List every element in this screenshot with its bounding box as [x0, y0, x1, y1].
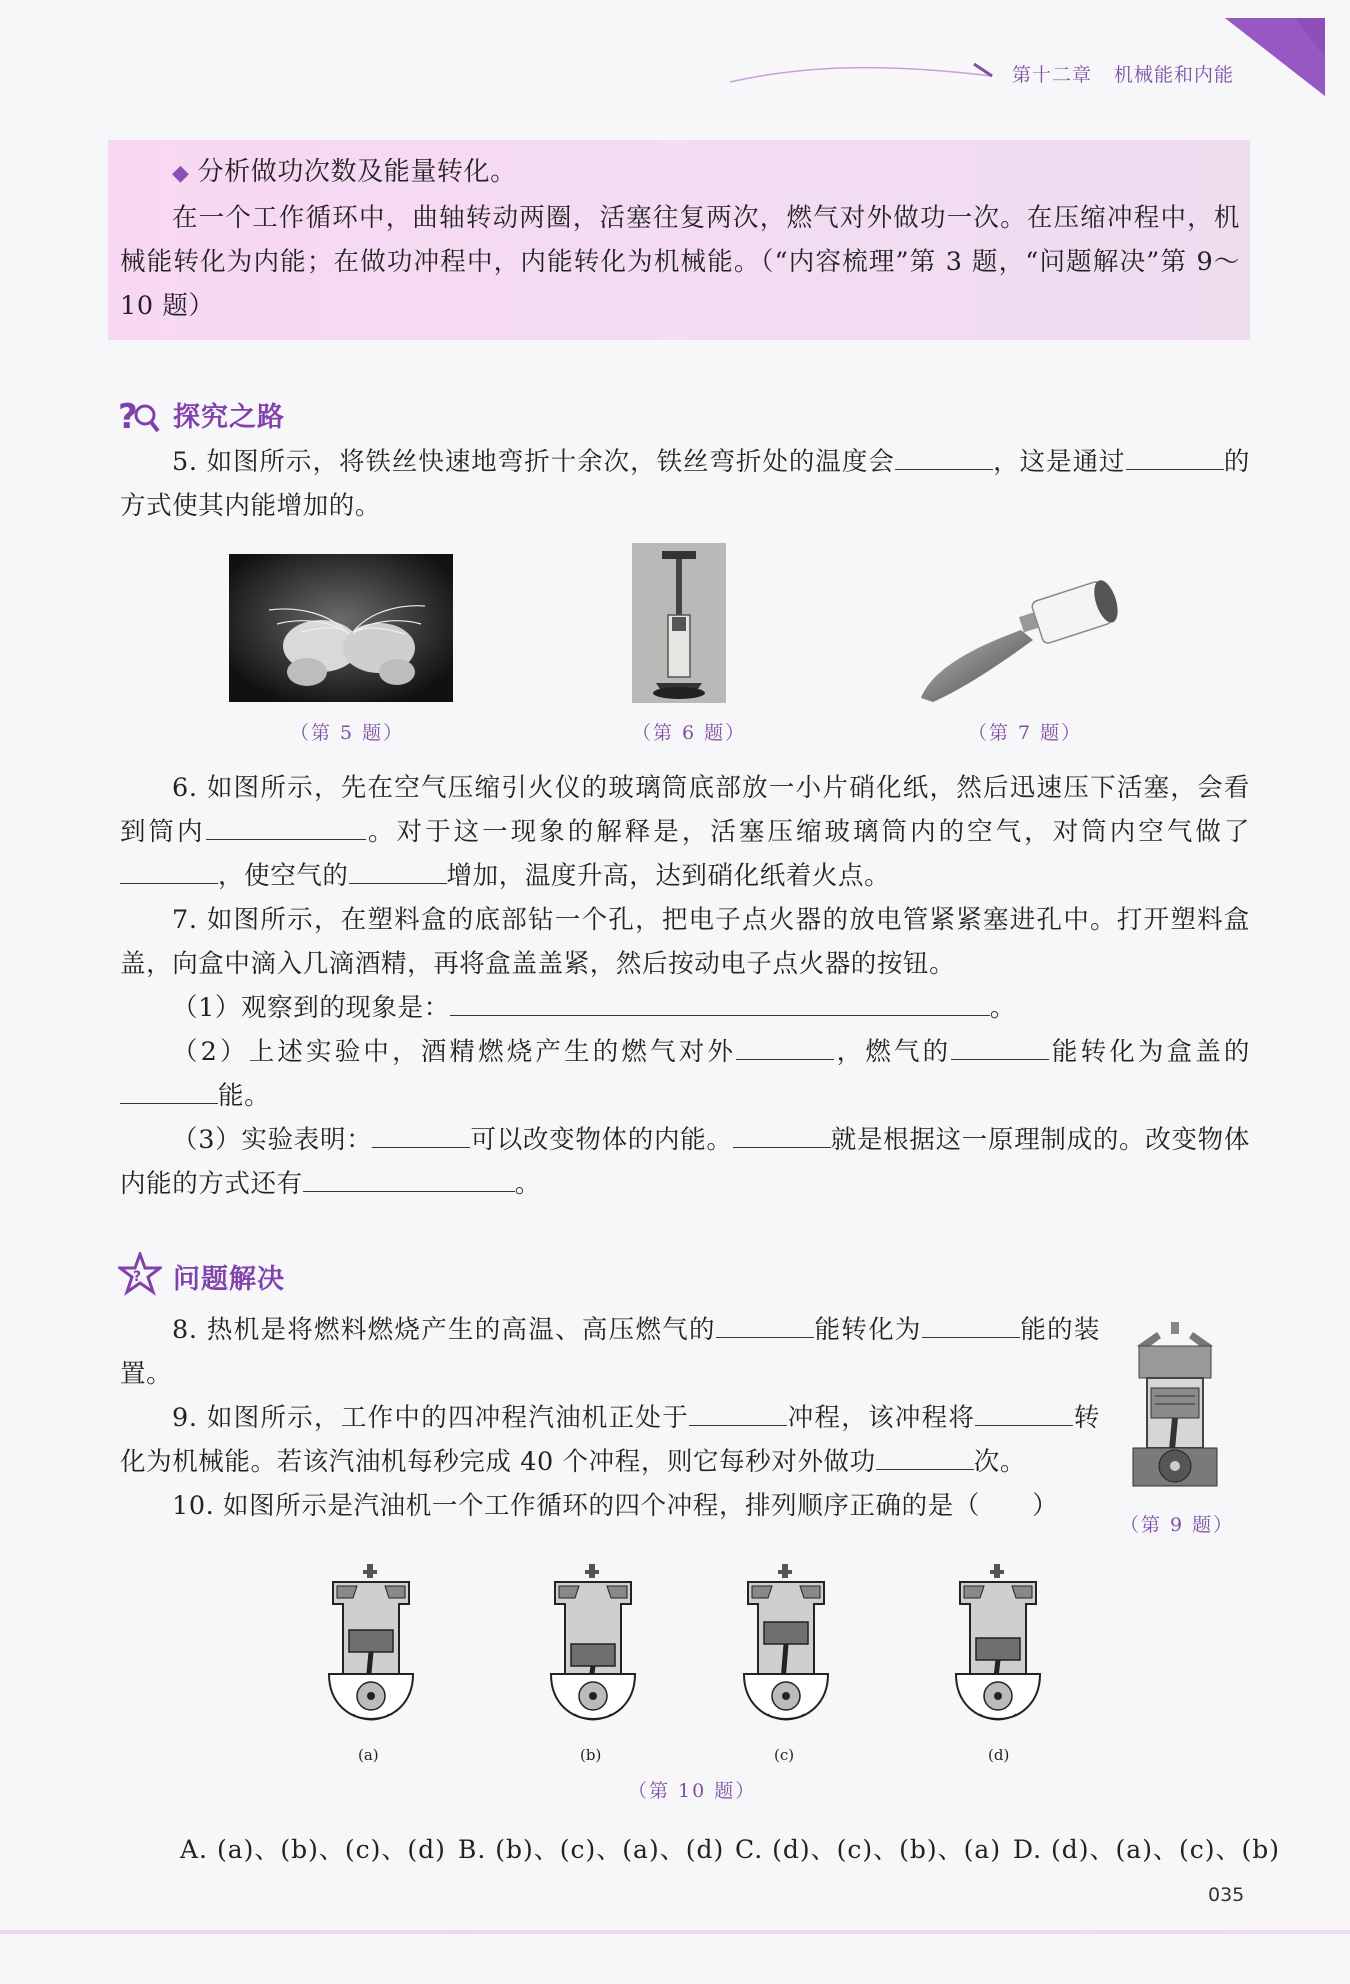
section-title-explore: 探究之路: [173, 402, 285, 433]
answer-blank[interactable]: [372, 1119, 470, 1148]
answer-blank[interactable]: [895, 441, 993, 470]
stroke-label-a: (a): [358, 1746, 379, 1764]
question-9: 9. 如图所示，工作中的四冲程汽油机正处于 冲程，该冲程将 转化为机械能。若该汽油机每秒完成 40 个冲程，则它每秒对外做功 次。: [120, 1396, 1100, 1484]
stroke-diagram-c: [738, 1564, 834, 1736]
answer-blank[interactable]: [120, 855, 218, 884]
summary-paragraph: 在一个工作循环中，曲轴转动两圈，活塞往复两次，燃气对外做功一次。在压缩冲程中，机械能转化为内能；在做功冲程中，内能转化为机械能。（“内容梳理”第 3 题，“问题解决”第 9～10 题）: [120, 203, 1240, 321]
stroke-diagram-a: [323, 1564, 419, 1736]
option-c[interactable]: C. (d)、(c)、(b)、(a): [735, 1835, 1002, 1864]
page-number: 035: [1208, 1884, 1245, 1906]
answer-blank[interactable]: [922, 1309, 1020, 1338]
engine-stroke-diagram: [1125, 1318, 1225, 1498]
answer-blank[interactable]: [206, 811, 366, 840]
stroke-diagram-b: [545, 1564, 641, 1736]
section-title-problem-solving: 问题解决: [173, 1264, 285, 1295]
answer-blank[interactable]: [733, 1119, 831, 1148]
answer-blank[interactable]: [450, 987, 990, 1016]
header-swoosh-line: [730, 60, 1000, 90]
summary-heading: ◆ 分析做功次数及能量转化。: [172, 157, 517, 187]
stroke-label-c: (c): [774, 1746, 795, 1764]
answer-blank[interactable]: [1126, 441, 1224, 470]
option-a[interactable]: A. (a)、(b)、(c)、(d): [180, 1835, 446, 1864]
answer-blank[interactable]: [975, 1397, 1073, 1426]
answer-blank[interactable]: [303, 1163, 515, 1192]
chapter-title: 机械能和内能: [1114, 64, 1235, 86]
option-b[interactable]: B. (b)、(c)、(a)、(d): [458, 1835, 725, 1864]
running-header: [1012, 60, 1234, 87]
figure-6-caption: （第 6 题）: [632, 722, 747, 744]
question-7-part-3: （3）实验表明： 可以改变物体的内能。 就是根据这一原理制成的。改变物体内能的方式还有 。: [120, 1118, 1250, 1206]
stroke-label-d: (d): [988, 1746, 1010, 1764]
question-magnifier-icon: [118, 395, 160, 435]
question-7-part-2: （2）上述实验中，酒精燃烧产生的燃气对外 ，燃气的 能转化为盒盖的能。: [120, 1030, 1250, 1118]
diamond-bullet-icon: ◆: [172, 161, 190, 186]
answer-blank[interactable]: [876, 1441, 974, 1470]
question-7-stem: 7. 如图所示，在塑料盒的底部钻一个孔，把电子点火器的放电管紧紧塞进孔中。打开塑料盒盖，向盒中滴入几滴酒精，再将盒盖盖紧，然后按动电子点火器的按钮。: [120, 905, 1250, 979]
corner-tab-decoration: [1225, 18, 1325, 96]
stroke-diagram-d: [950, 1564, 1046, 1736]
answer-blank[interactable]: [689, 1397, 787, 1426]
answer-blank[interactable]: [716, 1309, 814, 1338]
figure-7-caption: （第 7 题）: [968, 722, 1083, 744]
stroke-label-b: (b): [580, 1746, 602, 1764]
answer-blank[interactable]: [120, 1075, 218, 1104]
air-compression-igniter-photo: [632, 543, 726, 703]
answer-blank[interactable]: [349, 855, 447, 884]
svg-text:?: ?: [118, 397, 138, 435]
answer-blank[interactable]: [736, 1031, 834, 1060]
igniter-box-photo: [913, 570, 1123, 705]
question-10: 10. 如图所示是汽油机一个工作循环的四个冲程，排列顺序正确的是（ ）: [172, 1491, 1059, 1521]
option-d[interactable]: D. (d)、(a)、(c)、(b): [1013, 1835, 1280, 1864]
answer-blank[interactable]: [951, 1031, 1049, 1060]
star-icon: [118, 1252, 162, 1296]
figure-9-caption: （第 9 题）: [1120, 1514, 1235, 1536]
wire-bending-photo: [229, 554, 453, 702]
figure-10-caption: （第 10 题）: [628, 1780, 757, 1802]
question-5: 5. 如图所示，将铁丝快速地弯折十余次，铁丝弯折处的温度会 ，这是通过 的方式使其内能增加的。: [120, 440, 1250, 528]
figure-5-caption: （第 5 题）: [290, 722, 405, 744]
bottom-border: [0, 1930, 1350, 1934]
svg-text:?: ?: [133, 1269, 142, 1285]
chapter-number: 第十二章: [1012, 64, 1093, 86]
question-6: 6. 如图所示，先在空气压缩引火仪的玻璃筒底部放一小片硝化纸，然后迅速压下活塞，会看到筒内 。对于这一现象的解释是，活塞压缩玻璃筒内的空气，对筒内空气做了，使空气的 增加，温度升高，达到硝化纸着火点。: [120, 773, 1250, 891]
question-8: 8. 热机是将燃料燃烧产生的高温、高压燃气的 能转化为 能的装置。: [120, 1308, 1100, 1396]
question-7-part-1: （1）观察到的现象是： 。: [120, 986, 1250, 1030]
